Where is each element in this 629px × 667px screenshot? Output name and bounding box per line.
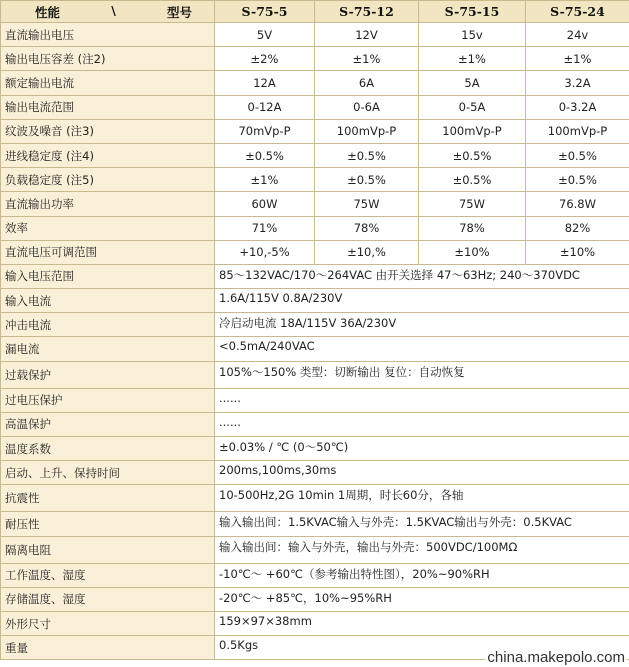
model-header: S-75-5 bbox=[215, 1, 315, 23]
spec-value: 82% bbox=[526, 216, 629, 240]
spec-value: 75W bbox=[315, 192, 419, 216]
spec-value: 6A bbox=[315, 71, 419, 95]
spec-label: 耐压性 bbox=[1, 512, 215, 536]
watermark: china.makepolo.com bbox=[487, 649, 625, 666]
spec-row-shared bbox=[1, 536, 629, 563]
spec-value: ±0.5% bbox=[215, 143, 315, 167]
spec-label: 漏电流 bbox=[1, 337, 215, 361]
spec-value: 60W bbox=[215, 192, 315, 216]
spec-value: ±1% bbox=[419, 47, 526, 71]
spec-label: 负载稳定度 (注5) bbox=[1, 168, 215, 192]
spec-value: ±0.5% bbox=[315, 143, 419, 167]
spec-value: 3.2A bbox=[526, 71, 629, 95]
spec-label: 温度系数 bbox=[1, 437, 215, 461]
spec-row bbox=[1, 95, 629, 119]
spec-shared-value: <0.5mA/240VAC bbox=[215, 337, 629, 361]
spec-value: 78% bbox=[315, 216, 419, 240]
spec-shared-value: ...... bbox=[215, 412, 629, 436]
spec-row bbox=[1, 143, 629, 167]
spec-value: 0-6A bbox=[315, 95, 419, 119]
spec-value: ±2% bbox=[215, 47, 315, 71]
spec-row-shared bbox=[1, 437, 629, 461]
spec-value: ±0.5% bbox=[419, 143, 526, 167]
spec-label: 隔离电阻 bbox=[1, 536, 215, 563]
spec-row-shared bbox=[1, 485, 629, 512]
header-row bbox=[1, 1, 629, 23]
spec-label: 过载保护 bbox=[1, 361, 215, 388]
spec-value: 5A bbox=[419, 71, 526, 95]
header-label-cell bbox=[1, 1, 215, 23]
spec-shared-value: 0.5Kgs bbox=[215, 636, 629, 660]
spec-shared-value: 输入输出间：1.5KVAC输入与外壳：1.5KVAC输出与外壳：0.5KVAC bbox=[215, 512, 629, 536]
header-label-sep: \ bbox=[111, 2, 116, 18]
spec-label: 输入电压范围 bbox=[1, 264, 215, 288]
spec-row-shared bbox=[1, 563, 629, 587]
spec-row-shared bbox=[1, 264, 629, 288]
spec-row bbox=[1, 23, 629, 47]
spec-shared-value: 输入输出间：输入与外壳，输出与外壳：500VDC/100MΩ bbox=[215, 536, 629, 563]
spec-row-shared bbox=[1, 361, 629, 388]
spec-value: ±1% bbox=[315, 47, 419, 71]
model-header: S-75-12 bbox=[315, 1, 419, 23]
spec-shared-value: ...... bbox=[215, 388, 629, 412]
spec-label: 额定输出电流 bbox=[1, 71, 215, 95]
spec-shared-value: -20℃～ +85℃，10%~95%RH bbox=[215, 587, 629, 611]
spec-shared-value: 冷启动电流 18A/115V 36A/230V bbox=[215, 313, 629, 337]
spec-value: ±10,% bbox=[315, 240, 419, 264]
spec-label: 启动、上升、保持时间 bbox=[1, 461, 215, 485]
spec-row-shared bbox=[1, 611, 629, 635]
spec-value: 100mVp-P bbox=[419, 119, 526, 143]
spec-row bbox=[1, 47, 629, 71]
spec-row-shared bbox=[1, 337, 629, 361]
spec-label: 存储温度、湿度 bbox=[1, 587, 215, 611]
spec-label: 输入电流 bbox=[1, 289, 215, 313]
spec-shared-value: 159×97×38mm bbox=[215, 611, 629, 635]
spec-row-shared bbox=[1, 461, 629, 485]
spec-row bbox=[1, 192, 629, 216]
spec-value: 100mVp-P bbox=[315, 119, 419, 143]
spec-value: ±1% bbox=[526, 47, 629, 71]
spec-label: 直流输出电压 bbox=[1, 23, 215, 47]
spec-value: 70mVp-P bbox=[215, 119, 315, 143]
spec-value: +10,-5% bbox=[215, 240, 315, 264]
spec-value: 71% bbox=[215, 216, 315, 240]
spec-label: 过电压保护 bbox=[1, 388, 215, 412]
spec-label: 工作温度、湿度 bbox=[1, 563, 215, 587]
model-header: S-75-24 bbox=[526, 1, 629, 23]
spec-value: 0-12A bbox=[215, 95, 315, 119]
model-header: S-75-15 bbox=[419, 1, 526, 23]
spec-value: 0-5A bbox=[419, 95, 526, 119]
header-label-right: 型号 bbox=[166, 4, 192, 20]
spec-row bbox=[1, 168, 629, 192]
spec-value: 5V bbox=[215, 23, 315, 47]
spec-shared-value: 105%～150% 类型：切断输出 复位：自动恢复 bbox=[215, 361, 629, 388]
spec-label: 外形尺寸 bbox=[1, 611, 215, 635]
spec-value: 75W bbox=[419, 192, 526, 216]
spec-label: 冲击电流 bbox=[1, 313, 215, 337]
spec-value: 24v bbox=[526, 23, 629, 47]
spec-label: 抗震性 bbox=[1, 485, 215, 512]
spec-label: 效率 bbox=[1, 216, 215, 240]
spec-row-shared bbox=[1, 412, 629, 436]
spec-value: ±10% bbox=[526, 240, 629, 264]
spec-value: 12V bbox=[315, 23, 419, 47]
spec-shared-value: 200ms,100ms,30ms bbox=[215, 461, 629, 485]
spec-shared-value: 10-500Hz,2G 10min 1周期，时长60分，各轴 bbox=[215, 485, 629, 512]
spec-shared-value: 85～132VAC/170～264VAC 由开关选择 47～63Hz; 240～370VDC bbox=[215, 264, 629, 288]
spec-value: 76.8W bbox=[526, 192, 629, 216]
spec-label: 输出电压容差 (注2) bbox=[1, 47, 215, 71]
spec-value: 78% bbox=[419, 216, 526, 240]
spec-label: 重量 bbox=[1, 636, 215, 660]
spec-row-shared bbox=[1, 587, 629, 611]
spec-label: 进线稳定度 (注4) bbox=[1, 143, 215, 167]
spec-shared-value: 1.6A/115V 0.8A/230V bbox=[215, 289, 629, 313]
spec-value: ±0.5% bbox=[526, 168, 629, 192]
spec-row-shared bbox=[1, 512, 629, 536]
spec-label: 直流输出功率 bbox=[1, 192, 215, 216]
spec-value: 100mVp-P bbox=[526, 119, 629, 143]
spec-label: 直流电压可调范围 bbox=[1, 240, 215, 264]
spec-value: ±1% bbox=[215, 168, 315, 192]
spec-row bbox=[1, 71, 629, 95]
spec-label: 高温保护 bbox=[1, 412, 215, 436]
spec-value: ±0.5% bbox=[419, 168, 526, 192]
spec-label: 纹波及噪音 (注3) bbox=[1, 119, 215, 143]
spec-value: 15v bbox=[419, 23, 526, 47]
spec-row-shared bbox=[1, 313, 629, 337]
spec-label: 输出电流范围 bbox=[1, 95, 215, 119]
header-label-left: 性能 bbox=[35, 4, 61, 20]
spec-row-shared bbox=[1, 388, 629, 412]
spec-row bbox=[1, 119, 629, 143]
spec-value: 12A bbox=[215, 71, 315, 95]
spec-row bbox=[1, 240, 629, 264]
spec-value: ±0.5% bbox=[526, 143, 629, 167]
spec-shared-value: ±0.03% / ℃ (0～50℃) bbox=[215, 437, 629, 461]
spec-shared-value: -10℃～ +60℃（参考输出特性图），20%~90%RH bbox=[215, 563, 629, 587]
spec-value: ±0.5% bbox=[315, 168, 419, 192]
spec-value: 0-3.2A bbox=[526, 95, 629, 119]
spec-row-shared bbox=[1, 289, 629, 313]
spec-row bbox=[1, 216, 629, 240]
spec-value: ±10% bbox=[419, 240, 526, 264]
